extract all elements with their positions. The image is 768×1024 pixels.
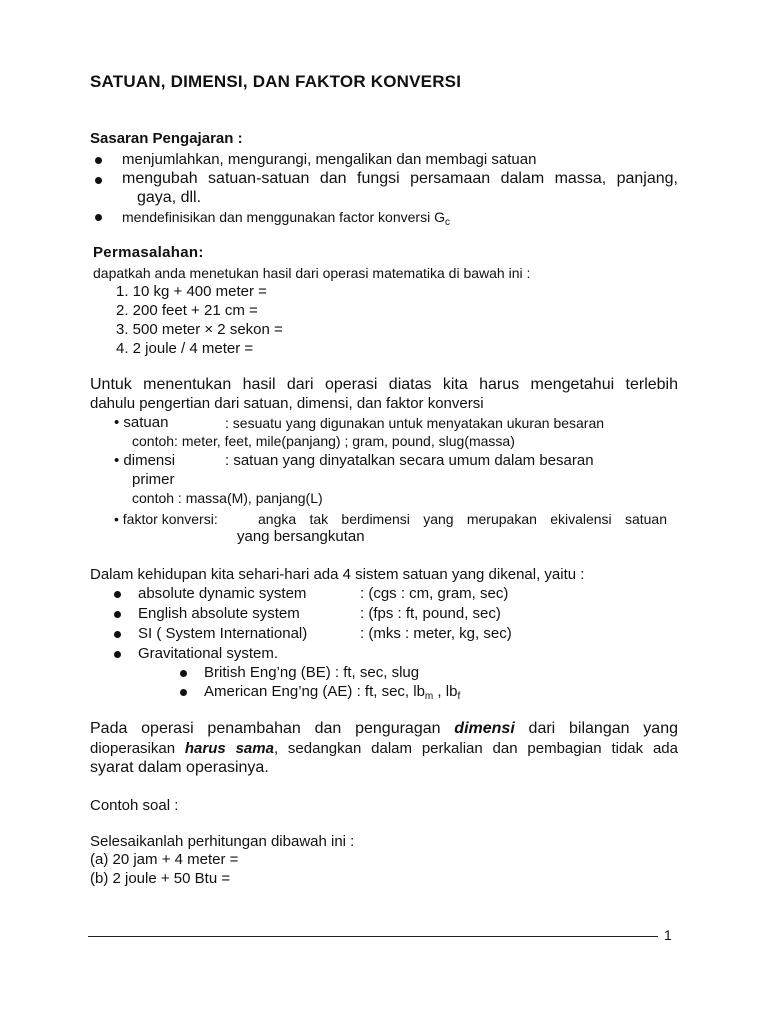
rule-text: dari bilangan yang [514,720,678,737]
problems-heading: Permasalahan: [93,244,204,261]
system-units: : (fps : ft, pound, sec) [360,605,501,622]
definition-continuation: yang bersangkutan [237,528,365,545]
definition-term: • dimensi [114,452,176,469]
objective-item: menjumlahkan, mengurangi, mengalikan dan membagi satuan [122,151,537,168]
system-units: : (mks : meter, kg, sec) [360,625,512,642]
definition-term: • faktor konversi: [114,511,218,527]
example-item: (b) 2 joule + 50 Btu = [90,870,231,887]
bullet-icon [95,214,102,221]
rule-text: , sedangkan dalam perkalian dan pembagian tidak ada [273,740,678,757]
document-title: SATUAN, DIMENSI, DAN FAKTOR KONVERSI [90,72,462,91]
definition-example: contoh : massa(M), panjang(L) [132,490,323,506]
bullet-icon [180,689,187,696]
definition-term: • satuan [114,414,169,431]
problem-item: 3. 500 meter × 2 sekon = [116,321,283,338]
example-item: (a) 20 jam + 4 meter = [90,851,239,868]
problems-intro: dapatkah anda menetukan hasil dari operasi matematika di bawah ini : [93,265,531,281]
definition-continuation: primer [132,471,175,488]
rule-line [90,740,678,757]
problem-item: 2. 200 feet + 21 cm = [116,302,258,319]
objective-item-continuation: gaya, dll. [137,189,202,206]
system-subitem: British Eng’ng (BE) : ft, sec, slug [204,664,420,681]
definition-text: : sesuatu yang digunakan untuk menyatakan ukuran besaran [225,415,605,431]
system-subitem-text: , lb [433,683,458,700]
system-name: SI ( System International) [138,625,308,642]
problem-item: 1. 10 kg + 400 meter = [116,283,267,300]
subscript: m [424,691,434,702]
definition-text: : satuan yang dinyatalkan secara umum dalam besaran [225,452,594,469]
system-name: Gravitational system. [138,645,279,662]
bullet-icon [95,157,102,164]
system-name: English absolute system [138,605,300,622]
page-number: 1 [664,927,672,943]
bullet-icon [114,651,121,658]
system-units: : (cgs : cm, gram, sec) [360,585,509,602]
bullet-icon [114,611,121,618]
problem-item: 4. 2 joule / 4 meter = [116,340,254,357]
explanation-line: dahulu pengertian dari satuan, dimensi, dan faktor konversi [90,395,484,412]
bullet-icon [95,177,102,184]
objective-item [122,209,450,228]
explanation-line: Untuk menentukan hasil dari operasi diatas kita harus mengetahui terlebih [90,376,678,393]
rule-text: dioperasikan [90,740,185,757]
example-heading: Contoh soal : [90,797,179,814]
rule-text: Pada operasi penambahan dan penguragan [90,720,455,737]
subscript: f [457,691,461,702]
definition-text: angka tak berdimensi yang merupakan ekivalensi satuan [258,511,667,527]
bullet-icon [180,670,187,677]
subscript: c [444,217,450,228]
rule-line: syarat dalam operasinya. [90,759,269,776]
objective-item: mengubah satuan-satuan dan fungsi persamaan dalam massa, panjang, [122,170,678,187]
rule-emphasis: harus sama [184,740,274,757]
system-name: absolute dynamic system [138,585,307,602]
objective-text: mendefinisikan dan menggunakan factor konversi G [122,209,445,225]
system-subitem [204,683,460,702]
example-instruction: Selesaikanlah perhitungan dibawah ini : [90,833,355,850]
footer-divider [88,936,658,937]
systems-intro: Dalam kehidupan kita sehari-hari ada 4 sistem satuan yang dikenal, yaitu : [90,566,585,583]
system-subitem-text: American Eng’ng (AE) : ft, sec, lb [204,683,425,700]
definition-example: contoh: meter, feet, mile(panjang) ; gram, pound, slug(massa) [132,433,515,449]
rule-line [90,720,678,738]
bullet-icon [114,591,121,598]
rule-emphasis: dimensi [454,720,515,737]
objectives-heading: Sasaran Pengajaran : [90,130,243,147]
bullet-icon [114,631,121,638]
